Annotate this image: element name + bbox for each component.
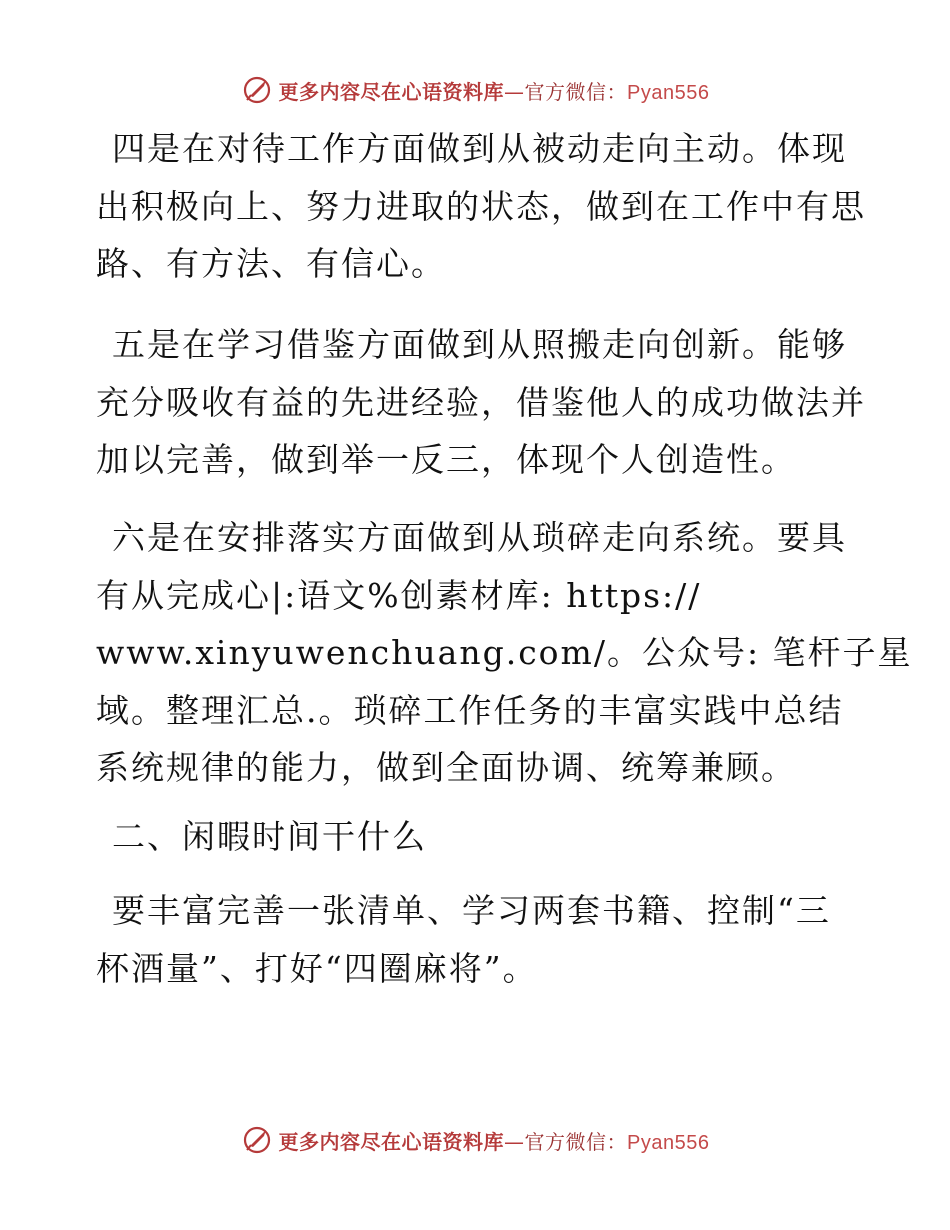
section-heading-leisure <box>96 808 427 866</box>
paragraph-4-work-attitude <box>96 120 866 293</box>
footer-banner-inner <box>241 1124 710 1156</box>
footer-wechat-id: Pyan556 <box>627 1131 710 1154</box>
header-banner-inner <box>241 74 710 106</box>
text-line: 有从完成心|:语文%创素材库: https:// <box>96 575 702 615</box>
text-line: 充分吸收有益的先进经验，借鉴他人的成功做法并 <box>96 382 866 422</box>
footer-site-text: 更多内容尽在心语资料库 <box>278 1129 505 1154</box>
footer-banner-text <box>279 1126 710 1155</box>
quill-logo-icon <box>241 74 273 106</box>
text-line: 五是在学习借鉴方面做到从照搬走向创新。能够 <box>112 325 847 364</box>
text-line: 杯酒量”、打好“四圈麻将”。 <box>96 948 538 988</box>
footer-official-label: 官方微信： <box>524 1129 628 1154</box>
header-wechat-id: Pyan556 <box>627 81 710 104</box>
paragraph-5-learning <box>96 316 866 489</box>
footer-dash: — <box>504 1129 525 1154</box>
footer-banner <box>0 1120 950 1160</box>
header-banner-text <box>279 76 710 105</box>
paragraph-6-arrangement <box>96 509 913 797</box>
header-official-label: 官方微信： <box>524 79 628 104</box>
header-dash: — <box>504 79 525 104</box>
paragraph-leisure-plan <box>96 882 831 997</box>
text-line: 路、有方法、有信心。 <box>96 244 446 283</box>
text-line: 系统规律的能力，做到全面协调、统筹兼顾。 <box>96 748 796 787</box>
header-site-text: 更多内容尽在心语资料库 <box>278 79 505 104</box>
text-line: 要丰富完善一张清单、学习两套书籍、控制“三 <box>112 891 831 930</box>
section-heading-text: 二、闲暇时间干什么 <box>112 817 427 856</box>
text-line: 四是在对待工作方面做到从被动走向主动。体现 <box>112 129 847 168</box>
text-line: www.xinyuwenchuang.com/。公众号: 笔杆子星 <box>96 633 913 672</box>
quill-logo-icon <box>241 1124 273 1156</box>
text-line: 六是在安排落实方面做到从琐碎走向系统。要具 <box>112 518 847 557</box>
header-banner <box>0 70 950 110</box>
text-line: 域。整理汇总.。琐碎工作任务的丰富实践中总结 <box>96 690 844 730</box>
text-line: 加以完善，做到举一反三，体现个人创造性。 <box>96 440 796 479</box>
text-line: 出积极向上、努力进取的状态，做到在工作中有思 <box>96 186 866 226</box>
